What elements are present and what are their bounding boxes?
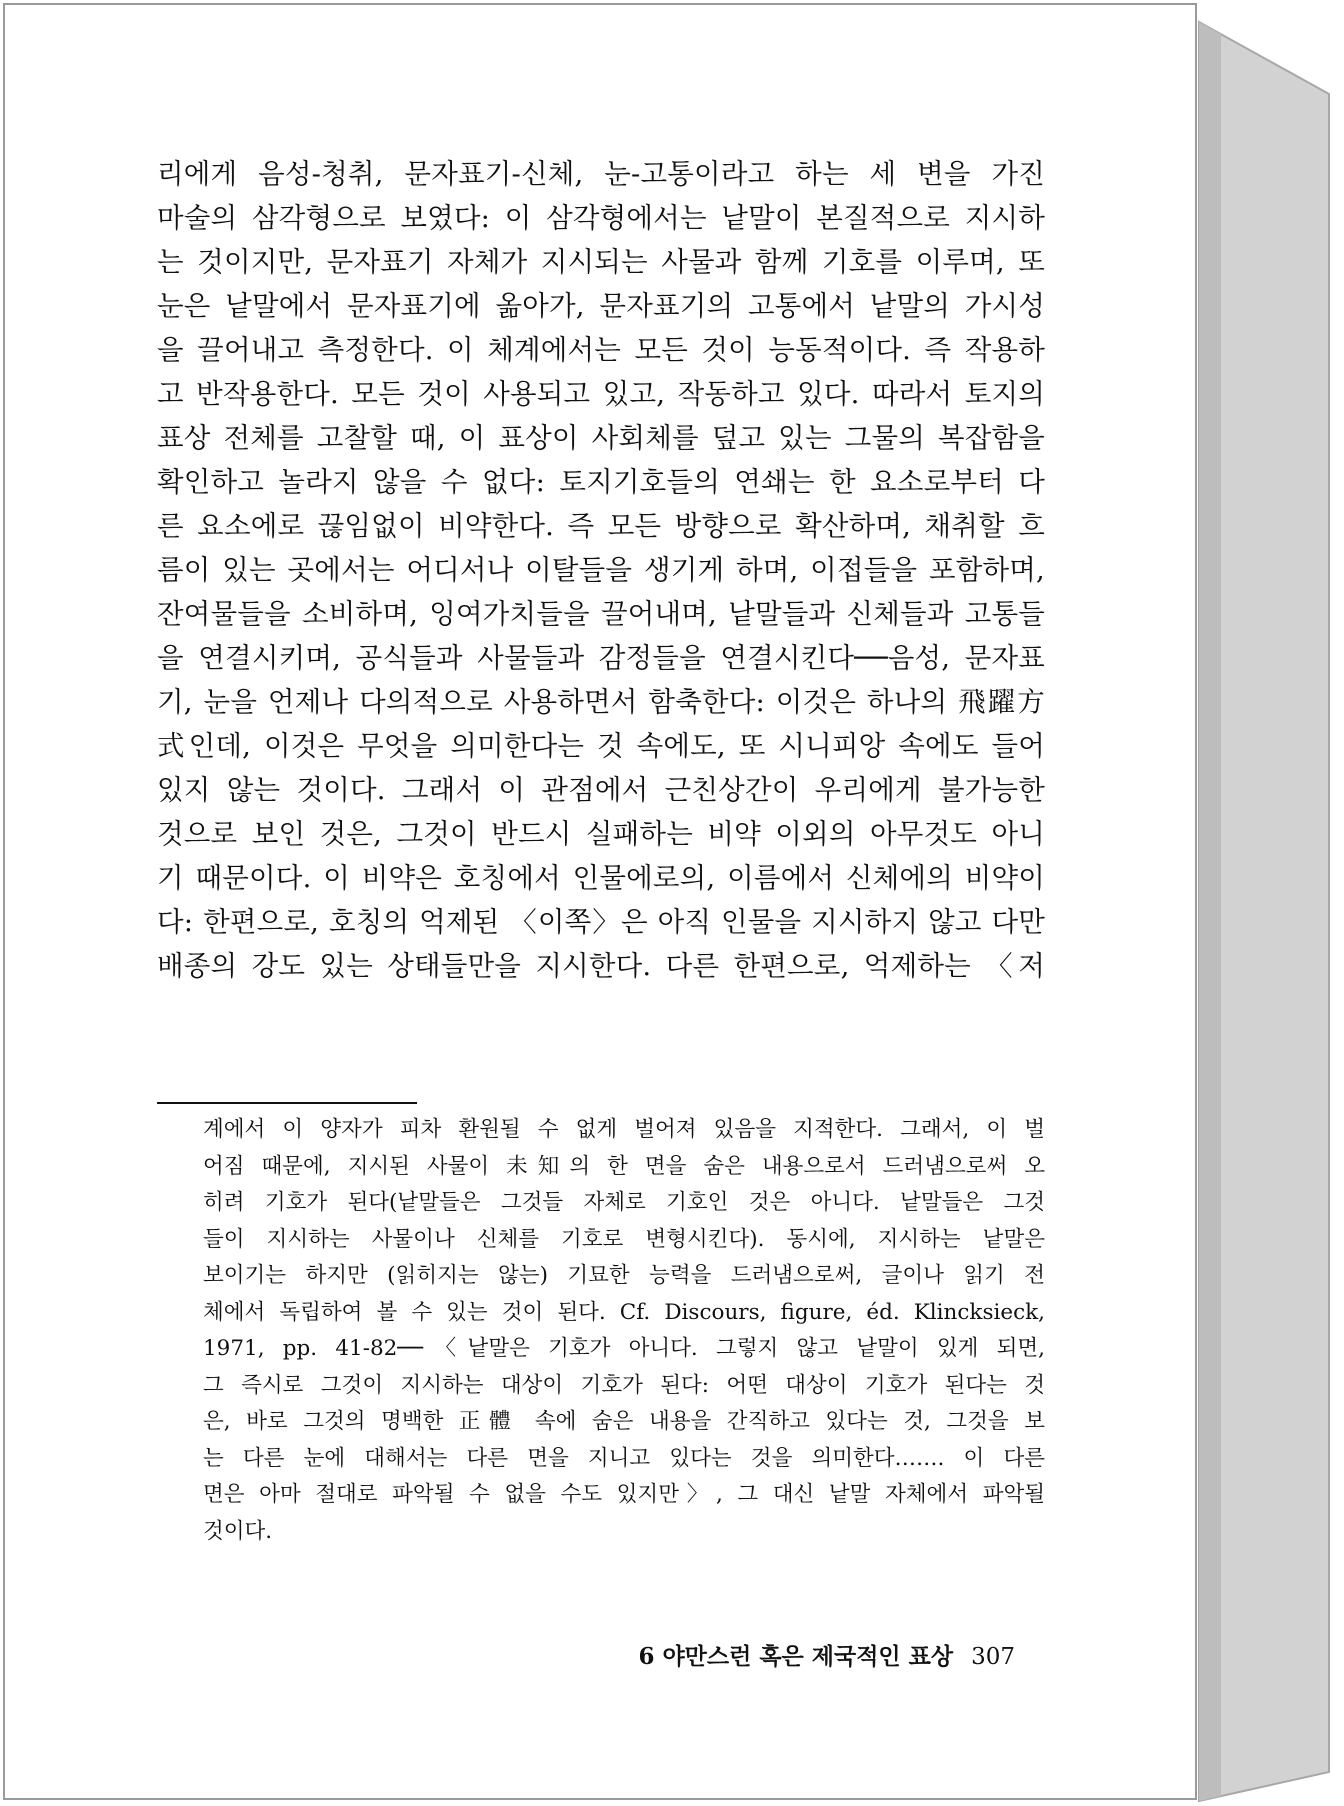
body-line: 확인하고 놀라지 않을 수 없다: 토지기호들의 연쇄는 한 요소로부터 다 (157, 466, 1045, 498)
body-line: 마술의 삼각형으로 보였다: 이 삼각형에서는 낱말이 본질적으로 지시하 (157, 202, 1045, 234)
body-line: 있지 않는 것이다. 그래서 이 관점에서 근친상간이 우리에게 불가능한 (157, 774, 1045, 806)
footnote-divider (157, 1102, 417, 1104)
body-line: 기, 눈을 언제나 다의적으로 사용하면서 함축한다: 이것은 하나의 飛躍方 (157, 686, 1045, 718)
footnote-line: 1971, pp. 41-82──〈낱말은 기호가 아니다. 그렇지 않고 낱말이 있게 되면, (203, 1336, 1045, 1361)
footnote-line: 보이기는 하지만 (읽히지는 않는) 기묘한 능력을 드러냄으로써, 글이나 읽기 전 (203, 1263, 1045, 1288)
body-line: 잔여물들을 소비하며, 잉여가치들을 끌어내며, 낱말들과 신체들과 고통들 (157, 598, 1045, 630)
body-line: 을 끌어내고 측정한다. 이 체계에서는 모든 것이 능동적이다. 즉 작용하 (157, 334, 1045, 366)
footnote-line: 어짐 때문에, 지시된 사물이 未知의 한 면을 숨은 내용으로서 드러냄으로써 오 (203, 1153, 1045, 1179)
body-line: 리에게 음성-청취, 문자표기-신체, 눈-고통이라고 하는 세 변을 가진 (157, 158, 1045, 190)
body-line: 고 반작용한다. 모든 것이 사용되고 있고, 작동하고 있다. 따라서 토지의 (157, 378, 1045, 410)
body-line: 른 요소에로 끊임없이 비약한다. 즉 모든 방향으로 확산하며, 채취할 흐 (157, 510, 1045, 542)
footnote-line: 것이다. (203, 1518, 273, 1544)
footnote-line: 계에서 이 양자가 피차 환원될 수 없게 벌어져 있음을 지적한다. 그래서, 이 벌 (203, 1117, 1045, 1142)
body-line: 표상 전체를 고찰할 때, 이 표상이 사회체를 덮고 있는 그물의 복잡함을 (157, 422, 1045, 454)
spine-shape (1199, 22, 1339, 1806)
footnote-line: 면은 아마 절대로 파악될 수 없을 수도 있지만〉, 그 대신 낱말 자체에서 파악될 (203, 1482, 1045, 1507)
running-footer (600, 1638, 1015, 1671)
footnote-line: 는 다른 눈에 대해서는 다른 면을 지니고 있다는 것을 의미한다……. 이 다른 (203, 1445, 1045, 1471)
footnote-line: 체에서 독립하여 볼 수 있는 것이 된다. Cf. Discours, figure, éd. Klincksieck, (203, 1299, 1045, 1325)
body-paragraph (157, 152, 1045, 988)
body-line: 기 때문이다. 이 비약은 호칭에서 인물에로의, 이름에서 신체에의 비약이 (157, 862, 1045, 894)
body-line: 눈은 낱말에서 문자표기에 옮아가, 문자표기의 고통에서 낱말의 가시성 (157, 290, 1045, 322)
body-line: 름이 있는 곳에서는 어디서나 이탈들을 생기게 하며, 이접들을 포함하며, (157, 554, 1045, 586)
body-line: 을 연결시키며, 공식들과 사물들과 감정들을 연결시킨다──음성, 문자표 (157, 642, 1045, 674)
body-line: 배종의 강도 있는 상태들만을 지시한다. 다른 한편으로, 억제하는 〈저 (157, 950, 1045, 982)
footnote-block (203, 1112, 1045, 1550)
footnote-line: 그 즉시로 그것이 지시하는 대상이 기호가 된다: 어떤 대상이 기호가 된다는 것 (203, 1372, 1045, 1398)
body-line: 다: 한편으로, 호칭의 억제된 〈이쪽〉은 아직 인물을 지시하지 않고 다만 (157, 906, 1045, 938)
footnote-line: 은, 바로 그것의 명백한 正體 속에 숨은 내용을 간직하고 있다는 것, 그것을 보 (203, 1409, 1045, 1434)
running-title: 6 야만스런 혹은 제국적인 표상 (638, 1643, 954, 1670)
footnote-line: 들이 지시하는 사물이나 신체를 기호로 변형시킨다). 동시에, 지시하는 낱말은 (203, 1226, 1045, 1252)
body-line: 는 것이지만, 문자표기 자체가 지시되는 사물과 함께 기호를 이루며, 또 (157, 246, 1045, 278)
body-line: 것으로 보인 것은, 그것이 반드시 실패하는 비약 이외의 아무것도 아니 (157, 818, 1045, 850)
page-number: 307 (971, 1644, 1015, 1670)
body-line: 式인데, 이것은 무엇을 의미한다는 것 속에도, 또 시니피앙 속에도 들어 (157, 730, 1045, 762)
footnote-line: 히려 기호가 된다(낱말들은 그것들 자체로 기호인 것은 아니다. 낱말들은 그것 (203, 1190, 1045, 1215)
